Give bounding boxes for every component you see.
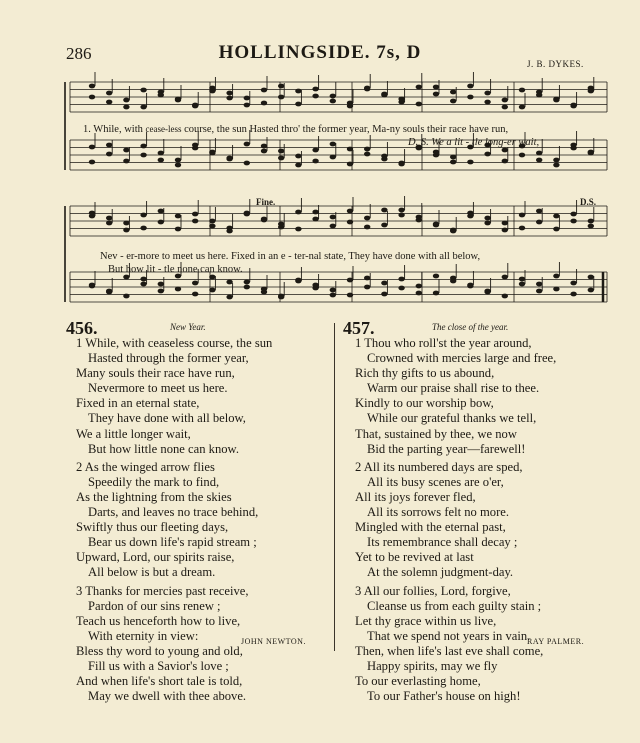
note-head — [140, 282, 146, 287]
note-head — [519, 226, 525, 231]
note-head — [158, 289, 164, 294]
note-head — [244, 142, 250, 147]
note-head — [519, 213, 525, 218]
system2-lyric-verse: Nev - er-more to meet us here. Fixed in an e - ter-nal state, They have done with all below, — [100, 251, 481, 262]
note-head — [536, 209, 542, 214]
note-head — [330, 155, 336, 160]
hymn-457-author: RAY PALMER. — [527, 637, 585, 646]
note-head — [364, 87, 370, 92]
note-head — [278, 222, 284, 227]
note-head — [398, 286, 404, 291]
note-head — [330, 215, 336, 220]
note-head — [123, 98, 129, 103]
note-head — [192, 219, 198, 224]
system1-lyric-verse — [83, 124, 508, 135]
note-head — [381, 157, 387, 162]
note-head — [364, 276, 370, 281]
note-head — [364, 225, 370, 230]
note-head — [330, 99, 336, 104]
note-head — [209, 86, 215, 91]
note-head — [347, 147, 353, 152]
note-head — [364, 147, 370, 152]
note-head — [398, 213, 404, 218]
note-head — [416, 218, 422, 223]
note-head — [158, 209, 164, 214]
note-head — [192, 146, 198, 151]
note-head — [226, 156, 232, 161]
note-head — [140, 153, 146, 158]
note-head — [347, 293, 353, 298]
note-head — [502, 294, 508, 299]
note-head — [261, 101, 267, 106]
note-head — [553, 158, 559, 163]
note-head — [364, 216, 370, 221]
note-head — [175, 158, 181, 163]
note-head — [261, 88, 267, 93]
note-head — [209, 288, 215, 293]
hymn-456-text — [76, 336, 272, 704]
hymn-line: Rich thy gifts to us abound, — [355, 366, 495, 381]
note-head — [398, 277, 404, 282]
note-head — [106, 91, 112, 96]
note-head — [570, 103, 576, 108]
note-head — [89, 211, 95, 216]
note-head — [588, 219, 594, 224]
note-head — [433, 274, 439, 279]
hymn-line: We a little longer wait, — [76, 426, 191, 441]
note-head — [244, 96, 250, 101]
note-head — [502, 221, 508, 226]
note-head — [89, 95, 95, 100]
note-head — [364, 152, 370, 157]
note-head — [261, 217, 267, 222]
hymn-line: Bear us down life's rapid stream ; — [88, 535, 257, 550]
note-head — [467, 95, 473, 100]
note-head — [433, 223, 439, 228]
note-head — [123, 148, 129, 153]
note-head — [295, 278, 301, 283]
note-head — [244, 280, 250, 285]
note-head — [588, 275, 594, 280]
note-head — [381, 92, 387, 97]
note-head — [467, 84, 473, 89]
note-head — [398, 208, 404, 213]
hymn-line: And when life's short tale is told, — [76, 674, 243, 689]
note-head — [278, 295, 284, 300]
hymn-line: Fixed in an eternal state, — [76, 396, 200, 411]
note-head — [347, 162, 353, 167]
note-head — [347, 220, 353, 225]
note-head — [244, 161, 250, 166]
note-head — [330, 288, 336, 293]
note-head — [278, 149, 284, 154]
note-head — [209, 219, 215, 224]
note-head — [140, 88, 146, 93]
hymn-line: Bid the parting year—farewell! — [367, 441, 526, 456]
note-head — [278, 95, 284, 100]
system1-lyric-ds: D. S. We a lit - tle long-er wait, — [408, 137, 540, 148]
note-head — [502, 228, 508, 233]
note-head — [381, 208, 387, 213]
note-head — [450, 228, 456, 233]
note-head — [226, 280, 232, 285]
note-head — [570, 212, 576, 217]
note-head — [89, 160, 95, 165]
note-head — [123, 275, 129, 280]
note-head — [261, 149, 267, 154]
note-head — [261, 144, 267, 149]
note-head — [312, 87, 318, 92]
hymn-line: While our grateful thanks we tell, — [367, 411, 537, 426]
note-head — [588, 288, 594, 293]
note-head — [484, 152, 490, 157]
note-head — [226, 295, 232, 300]
note-head — [536, 289, 542, 294]
hymn-line: But how little none can know. — [88, 441, 239, 456]
note-head — [295, 163, 301, 168]
note-head — [106, 216, 112, 221]
note-head — [175, 214, 181, 219]
note-head — [158, 158, 164, 163]
note-head — [398, 97, 404, 102]
note-head — [312, 148, 318, 153]
note-head — [175, 163, 181, 168]
note-head — [123, 105, 129, 110]
note-head — [140, 105, 146, 110]
note-head — [244, 285, 250, 290]
note-head — [502, 275, 508, 280]
note-head — [158, 282, 164, 287]
hymn-457-tune-note: The close of the year. — [432, 322, 509, 332]
note-head — [175, 98, 181, 103]
hymn-line: All its sorrows felt no more. — [367, 505, 510, 520]
note-head — [123, 159, 129, 164]
note-head — [484, 100, 490, 105]
hymn-line: To our everlasting home, — [355, 674, 481, 689]
note-head — [553, 287, 559, 292]
note-head — [553, 274, 559, 279]
hymn-line: Swiftly thus our fleeting days, — [76, 520, 229, 535]
note-head — [536, 220, 542, 225]
hymn-line: 1 Thou who roll'st the year around, — [355, 336, 532, 350]
note-head — [89, 84, 95, 89]
hymn-line: Then, when life's last eve shall come, — [355, 643, 544, 658]
note-head — [502, 159, 508, 164]
hymn-line: Its remembrance shall decay ; — [367, 535, 518, 550]
hymn-line: Bless thy word to young and old, — [76, 643, 243, 658]
note-head — [312, 283, 318, 288]
hymn-line: Darts, and leaves no trace behind, — [88, 505, 259, 520]
note-head — [484, 221, 490, 226]
lyric-small: cease-less — [145, 124, 182, 134]
music-score — [62, 66, 612, 320]
hymn-line: At the solemn judgment-day. — [367, 565, 514, 580]
hymn-456-author: JOHN NEWTON. — [241, 637, 306, 646]
hymn-line: Teach us henceforth how to live, — [76, 613, 241, 628]
lyric-prefix: 1. While, with — [83, 124, 143, 135]
note-head — [553, 227, 559, 232]
note-head — [140, 277, 146, 282]
hymn-457-number: 457. — [343, 318, 375, 338]
hymn-line: That we spend not years in vain. — [367, 628, 531, 643]
note-head — [588, 151, 594, 156]
column-divider — [334, 323, 335, 651]
note-head — [450, 279, 456, 284]
note-head — [89, 284, 95, 289]
hymn-line: Crowned with mercies large and free, — [367, 351, 557, 366]
note-head — [209, 224, 215, 229]
hymn-line: 2 As the winged arrow flies — [76, 459, 215, 474]
note-head — [467, 211, 473, 216]
hymn-line: With eternity in view: — [88, 628, 199, 643]
ds-mark: D.S. — [580, 197, 597, 207]
hymn-line: Fill us with a Savior's love ; — [88, 658, 229, 673]
tune-title: HOLLINGSIDE. 7s, D — [218, 42, 422, 63]
hymn-line: They have done with all below, — [88, 411, 246, 426]
note-head — [398, 162, 404, 167]
note-head — [484, 289, 490, 294]
note-head — [570, 292, 576, 297]
note-head — [570, 219, 576, 224]
hymn-line: All its busy scenes are o'er, — [367, 474, 504, 489]
note-head — [278, 84, 284, 89]
composer-credit: J. B. DYKES. — [527, 59, 584, 69]
note-head — [467, 284, 473, 289]
note-head — [295, 154, 301, 159]
page-number: 286 — [66, 44, 92, 63]
hymn-line: Hasted through the former year, — [88, 351, 249, 366]
note-head — [519, 153, 525, 158]
note-head — [295, 210, 301, 215]
hymn-line: Upward, Lord, our spirits raise, — [76, 550, 235, 565]
note-head — [295, 102, 301, 107]
note-head — [192, 103, 198, 108]
hymn-line: Many souls their race have run, — [76, 366, 235, 381]
note-head — [158, 151, 164, 156]
system2-lyric-second: But how lit - tle none can know. — [108, 264, 243, 275]
note-head — [192, 292, 198, 297]
note-head — [123, 294, 129, 299]
note-head — [106, 152, 112, 157]
hymn-line: Kindly to our worship bow, — [355, 396, 494, 411]
note-head — [450, 99, 456, 104]
note-head — [467, 160, 473, 165]
note-head — [140, 226, 146, 231]
note-head — [519, 282, 525, 287]
note-head — [588, 224, 594, 229]
note-head — [381, 223, 387, 228]
note-head — [123, 228, 129, 233]
hymn-line: Pardon of our sins renew ; — [88, 598, 221, 613]
note-head — [433, 291, 439, 296]
note-head — [244, 103, 250, 108]
note-head — [553, 214, 559, 219]
note-head — [502, 98, 508, 103]
note-head — [433, 150, 439, 155]
note-head — [244, 212, 250, 217]
hymn-line: 3 Thanks for mercies past receive, — [76, 583, 249, 598]
note-head — [330, 293, 336, 298]
note-head — [158, 220, 164, 225]
hymn-line: 3 All our follies, Lord, forgive, — [355, 583, 511, 598]
note-head — [209, 275, 215, 280]
note-head — [570, 146, 576, 151]
note-head — [123, 221, 129, 226]
note-head — [226, 229, 232, 234]
note-head — [106, 143, 112, 148]
note-head — [312, 210, 318, 215]
note-head — [140, 144, 146, 149]
hymn-line: That, sustained by thee, we now — [355, 426, 517, 441]
note-head — [226, 91, 232, 96]
hymn-line: Warm our praise shall rise to thee. — [367, 381, 540, 396]
hymn-457-text — [355, 336, 556, 704]
note-head — [484, 216, 490, 221]
note-head — [553, 98, 559, 103]
hymn-line: Speedily the mark to find, — [88, 474, 220, 489]
hymn-line: Nevermore to meet us here. — [88, 381, 228, 396]
note-head — [519, 277, 525, 282]
note-head — [450, 155, 456, 160]
note-head — [502, 148, 508, 153]
hymn-line: Mingled with the eternal past, — [355, 520, 506, 535]
note-head — [433, 85, 439, 90]
note-head — [450, 90, 456, 95]
hymn-line: Cleanse us from each guilty stain ; — [367, 598, 542, 613]
hymn-456-number: 456. — [66, 318, 98, 338]
hymn-line: May we dwell with thee above. — [88, 689, 247, 704]
fine-mark: Fine. — [256, 197, 276, 207]
note-head — [381, 281, 387, 286]
note-head — [416, 85, 422, 90]
note-head — [175, 227, 181, 232]
note-head — [295, 227, 301, 232]
note-head — [416, 291, 422, 296]
hymn-line: Happy spirits, may we fly — [367, 658, 498, 673]
note-head — [588, 86, 594, 91]
hymn-line: To our Father's house on high! — [367, 689, 521, 704]
hymn-line: 1 While, with ceaseless course, the sun — [76, 336, 273, 350]
note-head — [261, 290, 267, 295]
note-head — [106, 289, 112, 294]
note-head — [347, 104, 353, 109]
hymn-456-tune-note: New Year. — [170, 322, 206, 332]
note-head — [330, 142, 336, 147]
note-head — [192, 281, 198, 286]
note-head — [433, 92, 439, 97]
note-head — [347, 278, 353, 283]
note-head — [519, 105, 525, 110]
note-head — [106, 221, 112, 226]
hymn-line: 2 All its numbered days are sped, — [355, 459, 523, 474]
note-head — [158, 93, 164, 98]
note-head — [416, 102, 422, 107]
note-head — [553, 163, 559, 168]
note-head — [140, 213, 146, 218]
note-head — [381, 292, 387, 297]
note-head — [192, 212, 198, 217]
note-head — [536, 158, 542, 163]
note-head — [536, 151, 542, 156]
hymn-line: Let thy grace within us live, — [355, 613, 497, 628]
note-head — [226, 96, 232, 101]
note-head — [502, 105, 508, 110]
note-head — [106, 100, 112, 105]
note-head — [364, 285, 370, 290]
note-head — [278, 156, 284, 161]
note-head — [536, 93, 542, 98]
note-head — [175, 287, 181, 292]
note-head — [347, 209, 353, 214]
note-head — [312, 159, 318, 164]
hymn-line: Yet to be revived at last — [355, 550, 474, 565]
lyric-rest: course, the sun Hasted thro' the former year, Ma-ny souls their race have run, — [184, 124, 509, 135]
hymn-line: All its joys forever fled, — [355, 489, 476, 504]
note-head — [312, 94, 318, 99]
note-head — [519, 88, 525, 93]
note-head — [536, 282, 542, 287]
note-head — [312, 217, 318, 222]
note-head — [450, 160, 456, 165]
note-head — [416, 284, 422, 289]
note-head — [89, 145, 95, 150]
note-head — [330, 94, 336, 99]
note-head — [570, 281, 576, 286]
hymn-line: All below is but a dream. — [88, 565, 216, 580]
note-head — [484, 91, 490, 96]
note-head — [295, 89, 301, 94]
note-head — [330, 224, 336, 229]
hymn-line: As the lightning from the skies — [76, 489, 232, 504]
note-head — [209, 151, 215, 156]
